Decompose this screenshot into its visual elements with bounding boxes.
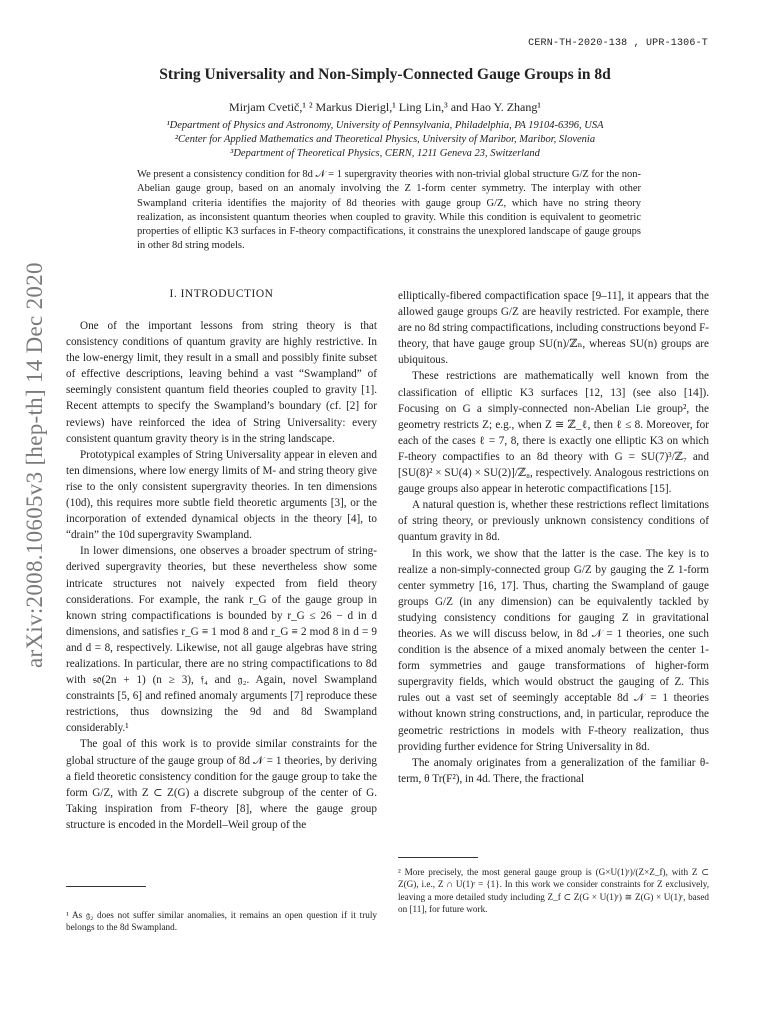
paragraph: In this work, we show that the latter is the case. The key is to realize a non-simply-connected group G/Z by gauging the Z 1-form center symmetry [16, 17]. Thus, charting the Swampland of gauge groups G/Z (in any dimension) can be equivalently tackled by studying consistency conditions for gauging Z in gravitational theories. As we will discuss below, in 8d 𝒩 = 1 theories, one such condition is the absence of a mixed anomaly between the center 1-form symmetries and gauge transformations of higher-form supergravity fields, which would obstruct the gauging of Z. This rules out a vast set of seemingly acceptable 8d 𝒩 = 1 theories without known string constructions, and, in particular, reproduce the geometric restrictions in models with F-theory realization, thus providing further evidence for String Universality in 8d. [398, 547, 709, 753]
affiliations [0, 119, 770, 161]
paragraph: The goal of this work is to provide similar constraints for the global structure of the gauge group of 8d 𝒩 = 1 theories, by deriving a field theoretic consistency condition for the gauge group to take the form G/Z, with Z ⊂ Z(G) a discrete subgroup of the center of G. Taking inspiration from F-theory [8], where the gauge group structure is encoded in the Mordell–Weil group of the [66, 738, 377, 831]
report-number: CERN-TH-2020-138 , UPR-1306-T [528, 38, 708, 49]
paragraph: elliptically-fibered compactification space [9–11], it appears that the allowed gauge groups G/Z are heavily restricted. For example, there are no 8d string compactifications, including constructions beyond F-theory, that have gauge group SU(n)/ℤₙ, whereas SU(n) groups are ubiquitous. [398, 290, 710, 367]
arxiv-stamp: arXiv:2008.10605v3 [hep-th] 14 Dec 2020 [22, 262, 47, 668]
paragraph: These restrictions are mathematically well known from the classification of elliptic K3 surfaces [12, 13] (see also [14]). Focusing on G a simply-connected non-Abelian Lie group², the geometry restricts Z; e.g., when Z ≅ ℤ_ℓ, then ℓ ≤ 8. Moreover, for each of the cases ℓ = 7, 8, there is exactly one elliptic K3 on which F-theory compactifies to an 8d theory with G = SU(7)³/ℤ₇ and [SU(8)² × SU(4) × SU(2)]/ℤ₈, respectively. Analogous restrictions on gauge groups also appear in heterotic compactifications [15]. [398, 370, 709, 496]
paragraph: A natural question is, whether these restrictions reflect limitations of string theory, or previously unknown consistency conditions of quantum gravity in 8d. [398, 499, 709, 544]
footnote-1: ¹ As 𝔤₂ does not suffer similar anomalies, it remains an open question if it truly belongs to the 8d Swampland. [66, 910, 377, 933]
affiliation-2: ²Center for Applied Mathematics and Theoretical Physics, University of Maribor, Maribor, Slovenia [174, 134, 596, 145]
footnote-2: ² More precisely, the most general gauge group is (G×U(1)ʳ)/(Z×Z_f), with Z ⊂ Z(G), i.e., Z ∩ U(1)ʳ = {1}. In this work we consider constraints for Z exclusively, leaving a more detailed study including Z_f ⊂ Z(G × U(1)ʳ) ≅ Z(G) × U(1)ʳ, based on [11], for future work. [398, 867, 709, 914]
paragraph: One of the important lessons from string theory is that consistency conditions of quantum gravity are highly restrictive. In the low-energy limit, they result in a small and possibly finite subset of effective descriptions, leaving behind a vast “Swampland” of seemingly consistent quantum field theories coupled to gravity [1]. Recent attempts to specify the Swampland’s boundary (cf. [2] for reviews) have reinforced the idea of String Universality: every consistent quantum gravity theory is in the string landscape. [66, 320, 377, 445]
paragraph: In lower dimensions, one observes a broader spectrum of string-derived supergravity theories, but these nevertheless show some intricate structures not naively expected from field theory considerations. For example, the rank r_G of the gauge group in known string compactifications is bounded by r_G ≤ 26 − d in d dimensions, and satisfies r_G ≡ 1 mod 8 and r_G ≡ 2 mod 8 in d = 9 and d = 8, respectively. Likewise, not all gauge algebras have string realizations. In particular, there are no string compactifications to 8d with 𝔰𝔬(2n + 1) (n ≥ 3), 𝔣₄ and 𝔤₂. Again, novel Swampland constraints [5, 6] and refined anomaly arguments [7] reproduce these restrictions, thus downsizing the 9d and 8d Swampland considerably.¹ [66, 545, 377, 735]
abstract: We present a consistency condition for 8d 𝒩 = 1 supergravity theories with non-trivial global structure G/Z for the non-Abelian gauge group, based on an anomaly involving the Z 1-form center symmetry. The interplay with other Swampland criteria identifies the majority of 8d theories with gauge group G/Z, which have no string theory realization, as inconsistent quantum theories when coupled to gravity. While this condition is equivalent to geometric properties of elliptic K3 surfaces in F-theory compactifications, it constrains the unexplored landscape of gauge groups in other 8d string models. [137, 169, 641, 252]
right-column [398, 288, 709, 787]
paragraph: The anomaly originates from a generalization of the familiar θ-term, θ Tr(F²), in 4d. There, the fractional [398, 756, 709, 785]
footnote-divider [398, 857, 478, 858]
section-heading: I. INTRODUCTION [169, 288, 274, 300]
affiliation-3: ³Department of Theoretical Physics, CERN, 1211 Geneva 23, Switzerland [230, 148, 540, 159]
author-list: Mirjam Cvetič,¹ ² Markus Dierigl,¹ Ling Lin,³ and Hao Y. Zhang¹ [229, 100, 541, 114]
affiliation-1: ¹Department of Physics and Astronomy, University of Pennsylvania, Philadelphia, PA 19104-6396, USA [166, 120, 604, 131]
left-column [66, 318, 377, 833]
footnote-divider [66, 886, 146, 887]
paragraph: Prototypical examples of String Universality appear in eleven and ten dimensions, where low energy limits of M- and string theory give rise to the only consistent supergravity theories. In ten dimensions (10d), this requires more subtle field theoretic arguments [3], or the incorporation of extended dynamical objects in the theory [4], to “drain” the 10d supergravity Swampland. [66, 448, 377, 542]
paper-title: String Universality and Non-Simply-Connected Gauge Groups in 8d [159, 66, 611, 83]
